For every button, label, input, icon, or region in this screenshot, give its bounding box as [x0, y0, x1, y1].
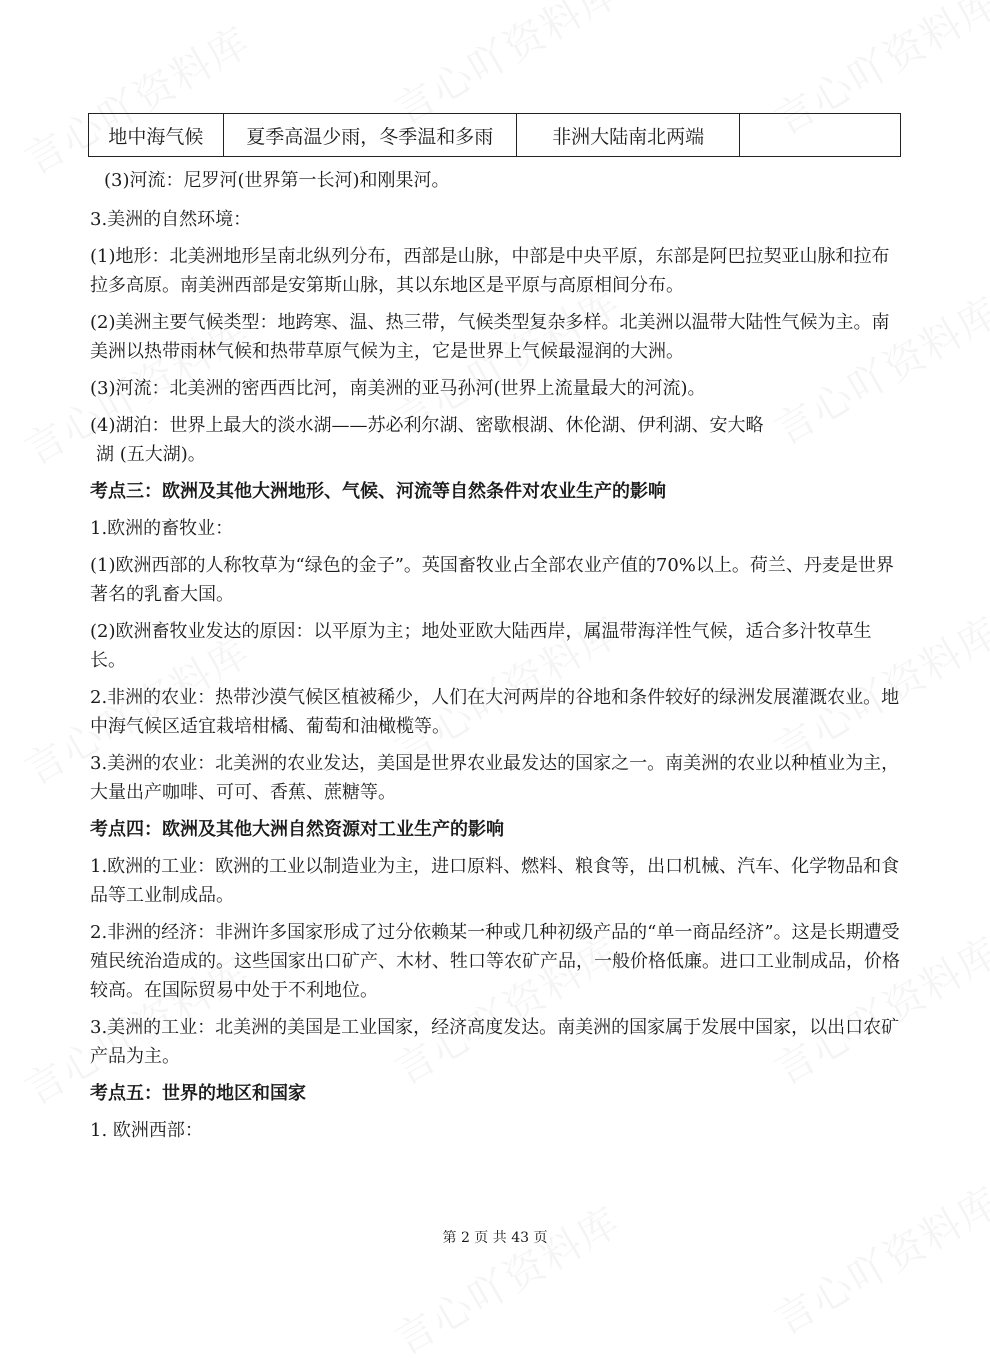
paragraph: 1. 欧洲西部： — [90, 1120, 203, 1141]
table-cell: 非洲大陆南北两端 — [517, 114, 740, 156]
paragraph: 2.非洲的农业：热带沙漠气候区植被稀少，人们在大河两岸的谷地和条件较好的绿洲发展灌溉农业。地中海气候区适宜栽培柑橘、葡萄和油橄榄等。 — [90, 687, 900, 737]
paragraph: 湖 (五大湖)。 — [96, 444, 206, 465]
paragraph: (4)湖泊：世界上最大的淡水湖——苏必利尔湖、密歇根湖、休伦湖、伊利湖、安大略 — [90, 415, 764, 436]
paragraph: (1)地形：北美洲地形呈南北纵列分布，西部是山脉，中部是中央平原，东部是阿巴拉契亚山脉和拉布拉多高原。南美洲西部是安第斯山脉，其以东地区是平原与高原相间分布。 — [90, 246, 890, 296]
paragraph: 2.非洲的经济：非洲许多国家形成了过分依赖某一种或几种初级产品的“单一商品经济”。这是长期遭受殖民统治造成的。这些国家出口矿产、木材、牲口等农矿产品，一般价格低廉。进口工业制成品，价格较高。在国际贸易中处于不利地位。 — [90, 922, 900, 1001]
table-cell: 地中海气候 — [89, 114, 224, 156]
paragraph: (1)欧洲西部的人称牧草为“绿色的金子”。英国畜牧业占全部农业产值的70%以上。荷兰、丹麦是世界著名的乳畜大国。 — [90, 555, 894, 605]
climate-table-row — [88, 113, 901, 157]
table-cell — [740, 114, 900, 156]
paragraph: 3.美洲的自然环境： — [90, 209, 252, 230]
paragraph: 1.欧洲的畜牧业： — [90, 518, 234, 539]
watermark — [383, 1191, 630, 1366]
section-heading: 考点四：欧洲及其他大洲自然资源对工业生产的影响 — [90, 819, 504, 840]
section-heading: 考点三：欧洲及其他大洲地形、气候、河流等自然条件对农业生产的影响 — [90, 481, 666, 502]
paragraph: (2)欧洲畜牧业发达的原因：以平原为主；地处亚欧大陆西岸，属温带海洋性气候，适合多汁牧草生长。 — [90, 621, 872, 671]
page-footer: 第 2 页 共 43 页 — [442, 1230, 548, 1246]
paragraph: 1.欧洲的工业：欧洲的工业以制造业为主，进口原料、燃料、粮食等，出口机械、汽车、化学物品和食品等工业制成品。 — [90, 856, 900, 906]
document-body — [90, 166, 902, 1153]
paragraph: 3.美洲的农业：北美洲的农业发达，美国是世界农业最发达的国家之一。南美洲的农业以种植业为主，大量出产咖啡、可可、香蕉、蔗糖等。 — [90, 753, 900, 803]
table-cell: 夏季高温少雨，冬季温和多雨 — [224, 114, 517, 156]
paragraph: (2)美洲主要气候类型：地跨寒、温、热三带，气候类型复杂多样。北美洲以温带大陆性气候为主。南美洲以热带雨林气候和热带草原气候为主，它是世界上气候最湿润的大洲。 — [90, 312, 890, 362]
watermark — [13, 11, 260, 186]
paragraph: 3.美洲的工业：北美洲的美国是工业国家，经济高度发达。南美洲的国家属于发展中国家，以出口农矿产品为主。 — [90, 1017, 900, 1067]
paragraph: (3)河流：尼罗河(世界第一长河)和刚果河。 — [104, 170, 450, 191]
section-heading: 考点五：世界的地区和国家 — [90, 1083, 306, 1104]
paragraph: (3)河流：北美洲的密西西比河，南美洲的亚马孙河(世界上流量最大的河流)。 — [90, 378, 706, 399]
